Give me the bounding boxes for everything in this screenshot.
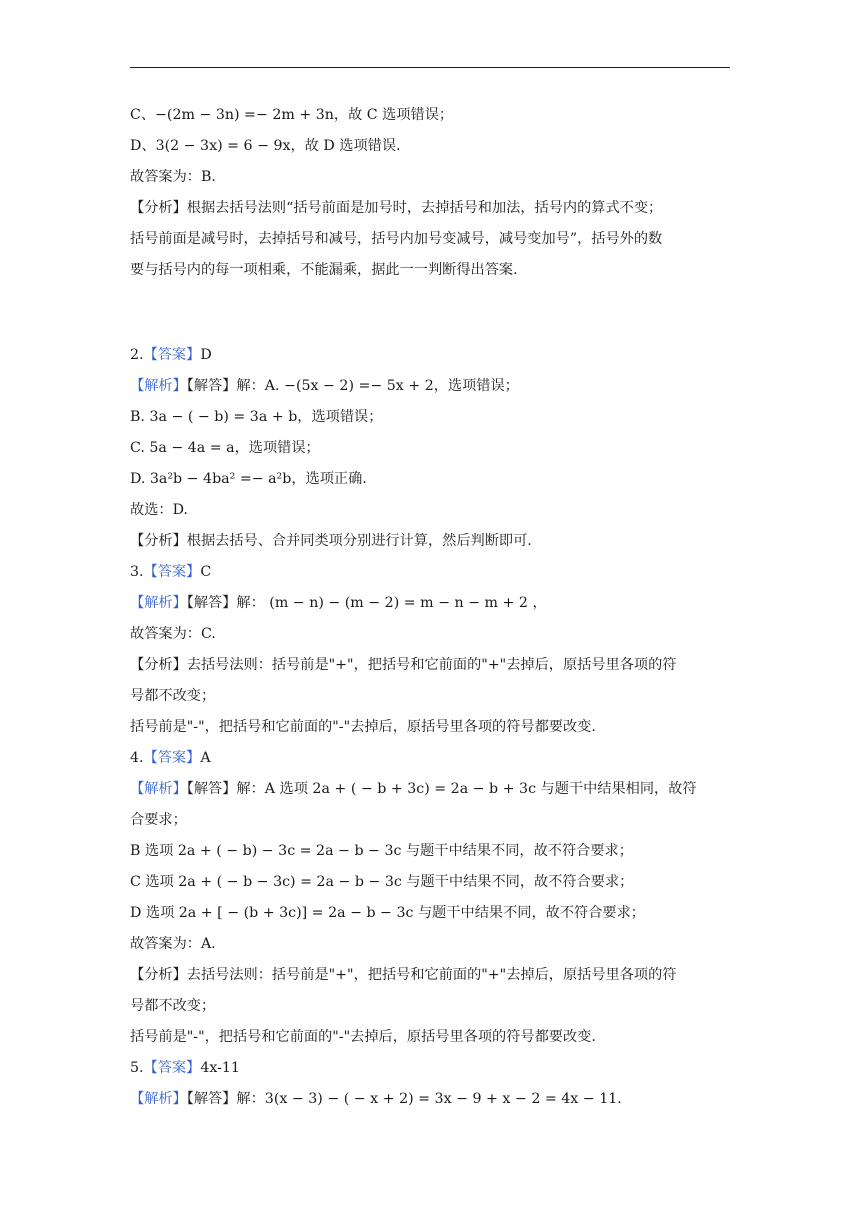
text-line: 【分析】根据去括号法则“括号前面是加号时，去掉括号和加法，括号内的算式不变； — [130, 200, 663, 216]
question-number: 3. — [130, 564, 144, 580]
header-rule — [130, 67, 730, 68]
text-line: D 选项 2a + [ − (b + 3c)] = 2a − b − 3c 与题干中结果不同，故不符合要求； — [130, 905, 645, 921]
solution-line — [130, 376, 519, 396]
solution-line — [130, 593, 547, 613]
analysis-tag: 【解析】 — [130, 1091, 187, 1107]
text-line: B 选项 2a + ( − b) − 3c = 2a − b − 3c 与题干中结果不同，故不符合要求； — [130, 843, 633, 859]
text-line: 故答案为：A. — [130, 936, 216, 952]
text-line: 要与括号内的每一项相乘，不能漏乘，据此一一判断得出答案. — [130, 262, 518, 278]
text-line: 【分析】去括号法则：括号前是"+"，把括号和它前面的"+"去掉后，原括号里各项的符 — [130, 967, 677, 983]
text-line: 故答案为：C. — [130, 626, 216, 642]
text-line: 【分析】根据去括号、合并同类项分别进行计算，然后判断即可. — [130, 533, 532, 549]
text-line: C 选项 2a + ( − b − 3c) = 2a − b − 3c 与题干中结果不同，故不符合要求； — [130, 874, 634, 890]
text-line: D、3(2 − 3x) = 6 − 9x，故 D 选项错误. — [130, 138, 401, 154]
question-number: 2. — [130, 347, 144, 363]
solution-line — [130, 1089, 622, 1109]
solution-text: 【解答】解： (m − n) − (m − 2) = m − n − m + 2 ， — [186, 595, 547, 611]
question-header — [130, 1058, 240, 1078]
text-line: 故选：D. — [130, 502, 188, 518]
solution-text: 【解答】解：3(x − 3) − ( − x + 2) = 3x − 9 + x − 2 = 4x − 11. — [186, 1091, 622, 1107]
answer-tag: 【答案】 — [143, 750, 201, 766]
text-line: 号都不改变； — [130, 998, 216, 1014]
text-line: 故答案为：B. — [130, 169, 216, 185]
solution-text: 【解答】解：A. −(5x − 2) =− 5x + 2，选项错误； — [186, 378, 519, 394]
answer-tag: 【答案】 — [143, 347, 201, 363]
text-line: C、−(2m − 3n) =− 2m + 3n，故 C 选项错误； — [130, 107, 454, 123]
solution-text: 【解答】解：A 选项 2a + ( − b + 3c) = 2a − b + 3c 与题干中结果相同，故符 — [186, 781, 697, 797]
answer-value: A — [200, 750, 211, 766]
answer-value: D — [200, 347, 212, 363]
question-header — [130, 748, 211, 768]
answer-value: C — [200, 564, 212, 580]
question-number: 5. — [130, 1060, 144, 1076]
question-header — [130, 345, 212, 365]
text-line: C. 5a − 4a = a，选项错误； — [130, 440, 320, 456]
text-line: 括号前面是减号时，去掉括号和减号，括号内加号变减号，减号变加号”，括号外的数 — [130, 231, 663, 247]
text-line: 合要求； — [130, 812, 187, 828]
question-header — [130, 562, 211, 582]
answer-tag: 【答案】 — [143, 1060, 201, 1076]
question-number: 4. — [130, 750, 144, 766]
text-line: 括号前是"-"，把括号和它前面的"-"去掉后，原括号里各项的符号都要改变. — [130, 1029, 596, 1045]
answer-tag: 【答案】 — [143, 564, 201, 580]
text-line: D. 3a²b − 4ba² =− a²b，选项正确. — [130, 471, 367, 487]
answer-value: 4x-11 — [200, 1060, 240, 1076]
text-line: 【分析】去括号法则：括号前是"+"，把括号和它前面的"+"去掉后，原括号里各项的符 — [130, 657, 677, 673]
text-line: 括号前是"-"，把括号和它前面的"-"去掉后，原括号里各项的符号都要改变. — [130, 719, 596, 735]
analysis-tag: 【解析】 — [130, 378, 187, 394]
solution-line — [130, 779, 697, 799]
text-line: 号都不改变； — [130, 688, 216, 704]
analysis-tag: 【解析】 — [130, 781, 187, 797]
analysis-tag: 【解析】 — [130, 595, 187, 611]
text-line: B. 3a − ( − b) = 3a + b，选项错误； — [130, 409, 383, 425]
